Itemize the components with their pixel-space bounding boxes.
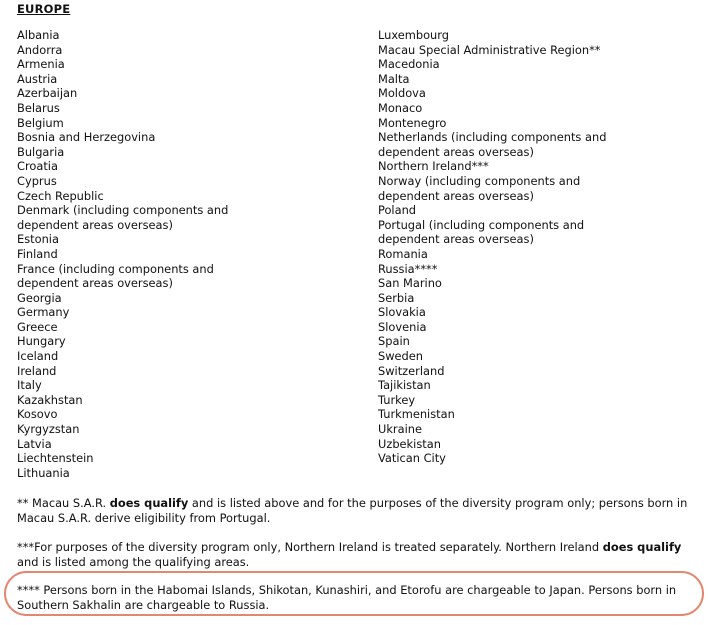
country-item: France (including components and dependent areas overseas): [17, 261, 214, 291]
country-item: Czech Republic: [17, 188, 104, 203]
country-item: Estonia: [17, 232, 59, 247]
country-item: Sweden: [378, 349, 424, 364]
country-item: Slovakia: [378, 305, 426, 320]
country-item: Turkmenistan: [378, 407, 455, 422]
country-item: Portugal (including components and dependent areas overseas): [378, 217, 585, 247]
footnote-ni-bold: does qualify: [602, 540, 682, 554]
country-item: Vatican City: [378, 451, 446, 466]
country-item: Belgium: [17, 115, 64, 130]
footnote-macau-pre: ** Macau S.A.R.: [17, 496, 110, 510]
country-item: Turkey: [378, 392, 416, 407]
country-list-left: [17, 28, 357, 480]
country-item: Kosovo: [17, 407, 58, 422]
country-item: Macedonia: [378, 57, 440, 72]
country-item: Ireland: [17, 363, 57, 378]
footnote-russia: **** Persons born in the Habomai Islands, Shikotan, Kunashiri, and Etorofu are chargeable to Japan. Persons born in Southern Sakhalin are chargeable to Russia.: [17, 583, 677, 612]
country-item: Switzerland: [378, 363, 445, 378]
country-item: Lithuania: [17, 465, 70, 480]
country-item: Russia****: [378, 261, 438, 276]
footnote-ni-pre: ***For purposes of the diversity program only, Northern Ireland is treated separately. Northern Ireland: [17, 540, 603, 554]
country-item: Croatia: [17, 159, 58, 174]
country-item: Netherlands (including components and dependent areas overseas): [378, 130, 607, 159]
country-item: Hungary: [17, 334, 66, 349]
country-item: Germany: [17, 305, 70, 320]
country-item: Belarus: [17, 100, 60, 115]
country-item: Georgia: [17, 290, 62, 305]
country-item: Macau Special Administrative Region**: [378, 42, 601, 57]
footnote-ni-post: and is listed among the qualifying areas.: [17, 554, 250, 569]
country-item: Malta: [378, 71, 410, 86]
country-item: Poland: [378, 203, 417, 218]
country-item: Austria: [17, 71, 58, 86]
country-item: Moldova: [378, 86, 426, 101]
section-heading-europe: EUROPE: [17, 2, 71, 16]
footnote-macau-post: and is listed above and for the purposes of the diversity program only; persons born in Macau S.A.R. derive eligibility from Portugal.: [17, 496, 688, 525]
country-item: Latvia: [17, 436, 52, 451]
country-item: Bosnia and Herzegovina: [17, 130, 156, 145]
country-item: Kazakhstan: [17, 392, 83, 407]
country-item: Serbia: [378, 290, 415, 305]
country-item: Luxembourg: [378, 28, 449, 42]
country-item: Greece: [17, 319, 58, 334]
country-item: Armenia: [17, 57, 65, 72]
country-item: Kyrgyzstan: [17, 422, 80, 437]
country-item: Liechtenstein: [17, 451, 94, 466]
footnote-northern-ireland: [17, 540, 697, 570]
country-item: Norway (including components and dependent areas overseas): [378, 173, 581, 203]
country-item: Spain: [378, 334, 410, 349]
country-item: Azerbaijan: [17, 86, 78, 101]
country-item: Northern Ireland***: [378, 159, 489, 174]
country-item: Romania: [378, 246, 428, 261]
country-item: Bulgaria: [17, 144, 65, 159]
country-item: Cyprus: [17, 173, 57, 188]
country-item: Slovenia: [378, 319, 427, 334]
country-item: Andorra: [17, 42, 63, 57]
country-item: Iceland: [17, 349, 59, 364]
country-item: Italy: [17, 378, 42, 393]
country-item: Denmark (including components and dependent areas overseas): [17, 203, 229, 232]
footnote-macau-bold: does qualify: [109, 496, 189, 510]
country-item: Finland: [17, 246, 58, 261]
country-list-right: [378, 28, 708, 466]
country-item: Monaco: [378, 100, 423, 115]
country-item: Ukraine: [378, 422, 422, 437]
country-item: San Marino: [378, 276, 442, 291]
country-item: Montenegro: [378, 115, 447, 130]
footnote-macau: [17, 496, 697, 526]
country-item: Tajikistan: [378, 378, 431, 393]
country-item: Albania: [17, 28, 60, 42]
country-item: Uzbekistan: [378, 436, 441, 451]
